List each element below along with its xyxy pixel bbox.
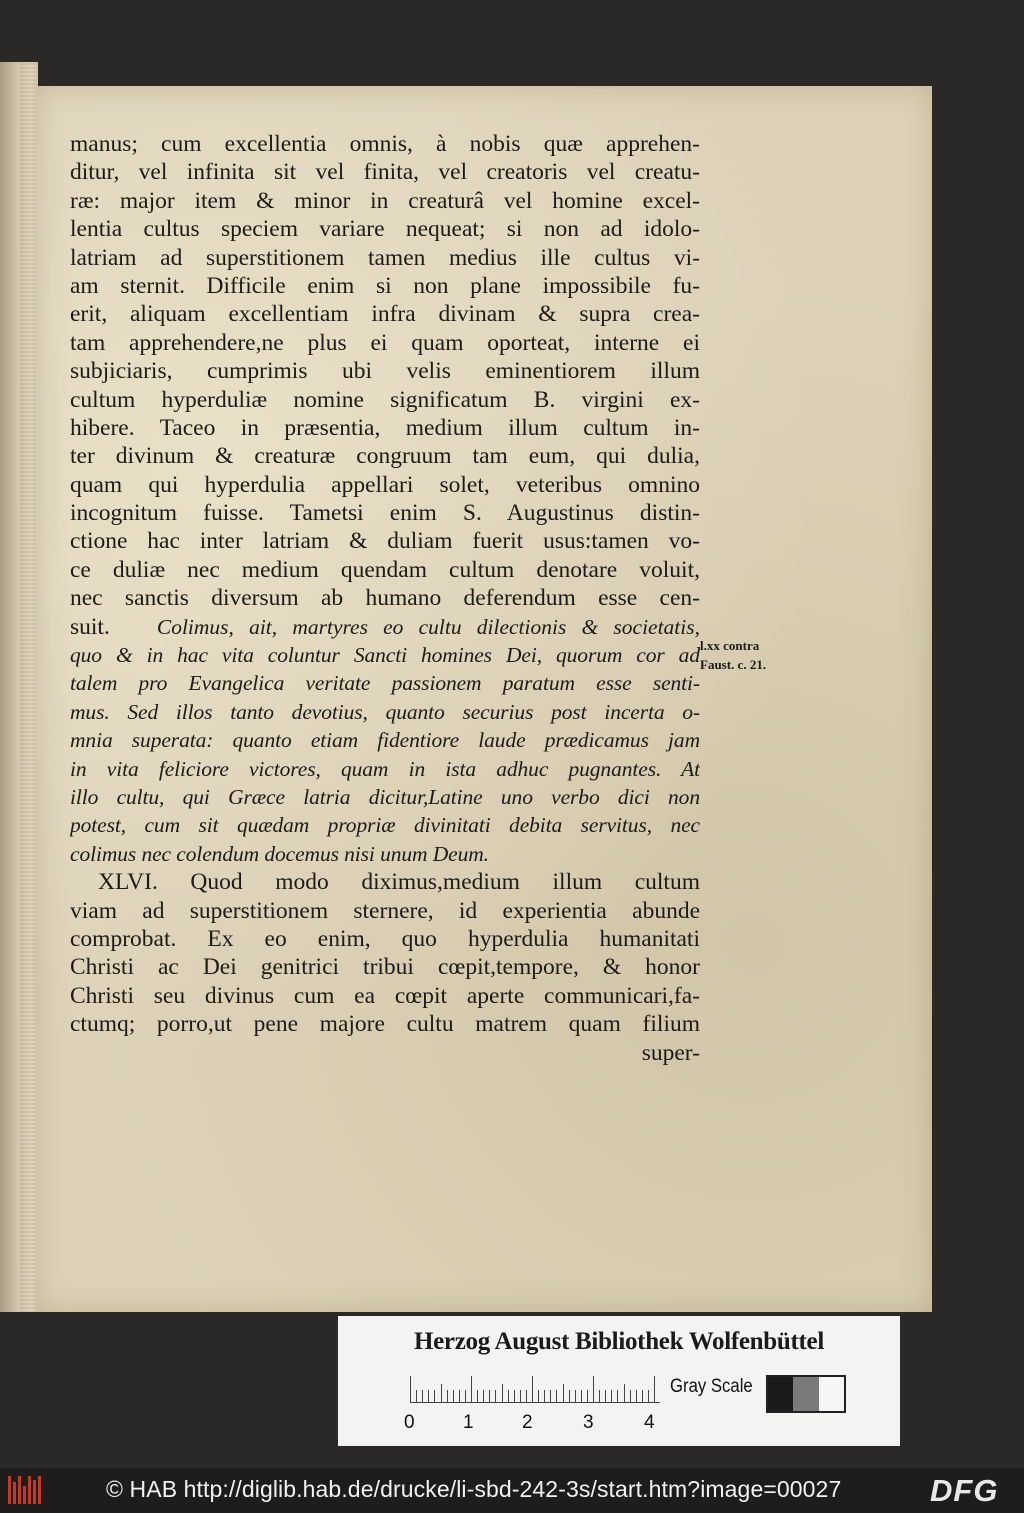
text-line: incognitum fuisse. Tametsi enim S. Augustinus distin- [70, 500, 700, 527]
ruler-tick [624, 1384, 625, 1402]
quote-line: mus. Sed illos tanto devotius, quanto securius post incerta o- [70, 699, 700, 724]
swatch-gray [793, 1377, 818, 1411]
ruler-tick [532, 1376, 533, 1402]
text-line: am sternit. Difficile enim si non plane impossibile fu- [70, 272, 700, 299]
ruler-tick [477, 1390, 478, 1402]
ruler-tick [489, 1390, 490, 1402]
ruler-tick [508, 1390, 509, 1402]
ruler-tick [599, 1390, 600, 1402]
text-line: cultum hyperduliæ nomine significatum B. virgini ex- [70, 386, 700, 413]
ruler-number: 4 [644, 1412, 655, 1433]
text-line: ter divinum & creaturæ congruum tam eum, qui dulia, [70, 443, 700, 470]
ruler-tick [453, 1390, 454, 1402]
ruler-tick [465, 1390, 466, 1402]
ruler-tick [642, 1390, 643, 1402]
margin-note [700, 636, 800, 674]
ruler-tick [434, 1390, 435, 1402]
gray-scale-swatches [766, 1375, 846, 1413]
margin-note-line: Faust. c. 21. [700, 657, 767, 672]
gray-scale-label: Gray Scale [670, 1376, 753, 1397]
quote-line: colimus nec colendum docemus nisi unum Deum. [70, 841, 489, 866]
ruler-tick [538, 1390, 539, 1402]
text-line-with-quote [70, 613, 700, 641]
text-line: subjiciaris, cumprimis ubi velis eminentiorem illum [70, 358, 700, 385]
ruler-tick [611, 1390, 612, 1402]
quote-line: talem pro Evangelica veritate passionem paratum esse senti- [70, 671, 700, 696]
ruler-numbers [404, 1412, 684, 1434]
text-fragment: suit. [70, 613, 110, 640]
ruler-tick [416, 1390, 417, 1402]
text-line: ctione hac inter latriam & duliam fuerit usus:tamen vo- [70, 528, 700, 555]
text-line: Christi ac Dei genitrici tribui cœpit,tempore, & honor [70, 954, 700, 981]
library-title: Herzog August Bibliothek Wolfenbüttel [413, 1328, 824, 1355]
text-line: hibere. Taceo in præsentia, medium illum cultum in- [70, 414, 700, 441]
ruler-number: 0 [404, 1412, 415, 1433]
quote-line: illo cultu, qui Græce latria dicitur,Latine uno verbo dici non [70, 784, 700, 809]
ruler-tick [502, 1384, 503, 1402]
ruler-tick [459, 1390, 460, 1402]
text-line: manus; cum excellentia omnis, à nobis quæ apprehen- [70, 131, 700, 157]
text-line: ctumq; porro,ut pene majore cultu matrem quam filium [70, 1011, 700, 1038]
ruler-number: 2 [522, 1412, 533, 1433]
swatch-black [768, 1377, 793, 1411]
ruler-tick [550, 1390, 551, 1402]
quote-line: mnia superata: quanto etiam fidentiore laude prædicamus jam [70, 728, 700, 753]
text-line: quam qui hyperdulia appellari solet, veteribus omnino [70, 471, 700, 498]
swatch-white [819, 1377, 844, 1411]
ruler-tick [587, 1390, 588, 1402]
text-line: latriam ad superstitionem tamen medius ille cultus vi- [70, 244, 700, 271]
text-line: comprobat. Ex eo enim, quo hyperdulia humanitati [70, 925, 700, 952]
hab-logo-icon [8, 1476, 44, 1504]
ruler-tick [544, 1390, 545, 1402]
ruler-baseline [410, 1402, 660, 1403]
ruler-tick [581, 1390, 582, 1402]
ruler-tick [563, 1384, 564, 1402]
quote-start: Colimus, ait, martyres eo cultu dilectionis & societatis, [156, 614, 700, 639]
ruler-tick [520, 1390, 521, 1402]
text-line: erit, aliquam excellentiam infra divinam & supra crea- [70, 301, 700, 328]
ruler-tick [593, 1376, 594, 1402]
ruler-tick [514, 1390, 515, 1402]
ruler-tick [654, 1376, 655, 1402]
ruler-tick [422, 1390, 423, 1402]
ruler-tick [441, 1384, 442, 1402]
ruler-tick [556, 1390, 557, 1402]
ruler-tick [410, 1376, 411, 1402]
dfg-logo: DFG [930, 1473, 999, 1508]
text-line: ræ: major item & minor in creaturâ vel homine excel- [70, 187, 700, 214]
ruler-tick [636, 1390, 637, 1402]
catchword: super- [641, 1039, 700, 1066]
text-line: viam ad superstitionem sternere, id experientia abunde [70, 897, 700, 924]
color-target [338, 1316, 900, 1446]
section-heading-line: XLVI. Quod modo diximus,medium illum cultum [98, 869, 700, 896]
ruler-number: 1 [463, 1412, 474, 1433]
ruler-tick [648, 1390, 649, 1402]
text-line: Christi seu divinus cum ea cœpit aperte communicari,fa- [70, 982, 700, 1009]
margin-note-line: l.xx contra [700, 638, 760, 653]
ruler-tick [428, 1390, 429, 1402]
ruler-tick [617, 1390, 618, 1402]
page-text [70, 130, 700, 1067]
text-line: tam apprehendere,ne plus ei quam oporteat, interne ei [70, 329, 700, 356]
quote-line: in vita feliciore victores, quam in ista adhuc pugnantes. At [70, 756, 700, 781]
ruler-tick [575, 1390, 576, 1402]
quote-line: potest, cum sit quædam propriæ divinitati debita servitus, nec [70, 813, 700, 838]
ruler-tick [605, 1390, 606, 1402]
quote-line: quo & in hac vita coluntur Sancti homines Dei, quorum cor ad [70, 643, 700, 668]
footer-bar [0, 1468, 1024, 1513]
ruler-tick [569, 1390, 570, 1402]
scale-ruler [410, 1374, 660, 1404]
citation-link[interactable]: © HAB http://diglib.hab.de/drucke/li-sbd-242-3s/start.htm?image=00027 [106, 1476, 842, 1502]
ruler-tick [630, 1390, 631, 1402]
text-line: ditur, vel infinita sit vel finita, vel creatoris vel creatu- [70, 159, 700, 186]
text-line: nec sanctis diversum ab humano deferendum esse cen- [70, 585, 700, 612]
ruler-tick [471, 1376, 472, 1402]
text-line: lentia cultus speciem variare nequeat; si non ad idolo- [70, 216, 700, 243]
ruler-tick [526, 1390, 527, 1402]
ruler-tick [495, 1390, 496, 1402]
ruler-tick [447, 1390, 448, 1402]
text-line: ce duliæ nec medium quendam cultum denotare voluit, [70, 556, 700, 583]
ruler-number: 3 [583, 1412, 594, 1433]
ruler-tick [483, 1390, 484, 1402]
